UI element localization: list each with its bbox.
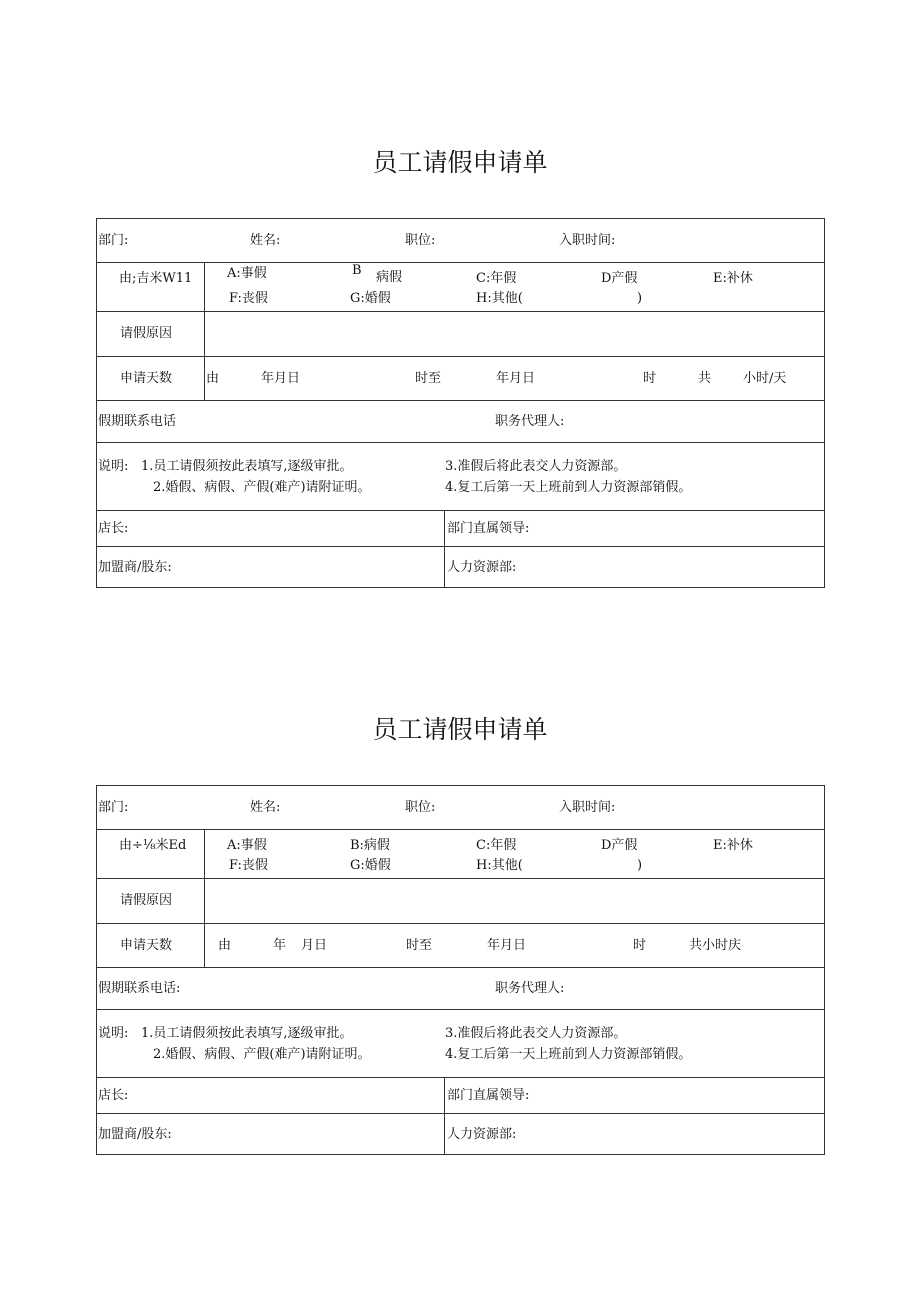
note-2: 2.婚假、病假、产假(难产)请附证明。 (153, 1047, 371, 1062)
notes-row (97, 1010, 824, 1078)
option-d[interactable]: D产假 (601, 271, 638, 286)
phone-label: 假期联系电话 (98, 414, 177, 429)
option-b[interactable]: B:病假 (350, 838, 390, 853)
option-d[interactable]: D产假 (601, 838, 638, 853)
dept-leader-label: 部门直属领导: (447, 521, 530, 536)
leave-form-1 (96, 218, 825, 588)
unit-label: 小时/天 (743, 371, 787, 386)
hour-label: 时 (643, 371, 657, 386)
info-row (97, 786, 824, 830)
option-h-close: ) (637, 858, 643, 873)
notes-intro: 说明: (98, 459, 129, 474)
position-label: 职位: (405, 800, 436, 815)
end-date-label: 年月日 (487, 938, 527, 953)
leave-type-label: 由;吉米W11 (119, 271, 193, 286)
from-label: 由 (218, 938, 232, 953)
leave-type-row (97, 830, 824, 879)
hour-label: 时 (633, 938, 647, 953)
from-label: 由 (206, 371, 220, 386)
dept-label: 部门: (98, 233, 129, 248)
option-b-text[interactable]: 病假 (376, 270, 403, 285)
contact-row (97, 401, 824, 443)
sign-row-2 (97, 1114, 824, 1154)
name-label: 姓名: (250, 800, 281, 815)
dept-leader-label: 部门直属领导: (447, 1088, 530, 1103)
option-b[interactable]: B (352, 263, 362, 278)
reason-label: 请假原因 (120, 326, 173, 341)
days-label: 申请天数 (120, 371, 173, 386)
phone-label: 假期联系电话: (98, 981, 181, 996)
reason-label: 请假原因 (120, 893, 173, 908)
days-row (97, 924, 824, 968)
reason-row (97, 879, 824, 924)
total-label: 共 (698, 371, 712, 386)
divider (444, 1078, 445, 1113)
time-to-label: 时至 (415, 371, 442, 386)
divider (444, 547, 445, 587)
note-1: 1.员工请假须按此表填写,逐级审批。 (141, 1026, 353, 1041)
leave-form-2 (96, 785, 825, 1155)
note-1: 1.员工请假须按此表填写,逐级审批。 (141, 459, 353, 474)
name-label: 姓名: (250, 233, 281, 248)
form-title: 员工请假申请单 (372, 715, 548, 744)
option-c[interactable]: C:年假 (476, 838, 517, 853)
hr-label: 人力资源部: (447, 1127, 517, 1142)
contact-row (97, 968, 824, 1010)
divider (204, 263, 205, 311)
divider (444, 1114, 445, 1154)
franchisee-label: 加盟商/股东: (98, 560, 172, 575)
note-3: 3.准假后将此表交人力资源部。 (445, 1026, 627, 1041)
hire-date-label: 入职时间: (559, 233, 616, 248)
divider (444, 511, 445, 546)
position-label: 职位: (405, 233, 436, 248)
start-date-label: 年月日 (261, 371, 301, 386)
option-h-close: ) (637, 291, 643, 306)
note-4: 4.复工后第一天上班前到人力资源部销假。 (445, 480, 692, 495)
notes-row (97, 443, 824, 511)
option-e[interactable]: E:补休 (713, 271, 753, 286)
divider (204, 924, 205, 967)
form-title: 员工请假申请单 (372, 148, 548, 177)
time-to-label: 时至 (406, 938, 433, 953)
option-f[interactable]: F:丧假 (229, 291, 268, 306)
monthday-label: 月日 (301, 938, 328, 953)
reason-row (97, 312, 824, 357)
store-manager-label: 店长: (98, 1088, 129, 1103)
option-h[interactable]: H:其他( (476, 858, 523, 873)
deputy-label: 职务代理人: (495, 414, 565, 429)
divider (204, 879, 205, 923)
deputy-label: 职务代理人: (495, 981, 565, 996)
divider (204, 312, 205, 356)
hr-label: 人力资源部: (447, 560, 517, 575)
days-label: 申请天数 (120, 938, 173, 953)
note-4: 4.复工后第一天上班前到人力资源部销假。 (445, 1047, 692, 1062)
option-h[interactable]: H:其他( (476, 291, 523, 306)
hire-date-label: 入职时间: (559, 800, 616, 815)
option-c[interactable]: C:年假 (476, 271, 517, 286)
notes-intro: 说明: (98, 1026, 129, 1041)
note-3: 3.准假后将此表交人力资源部。 (445, 459, 627, 474)
year-label: 年 (273, 938, 287, 953)
option-e[interactable]: E:补休 (713, 838, 753, 853)
end-date-label: 年月日 (496, 371, 536, 386)
sign-row-2 (97, 547, 824, 587)
info-row (97, 219, 824, 263)
option-a[interactable]: A:事假 (227, 838, 267, 853)
leave-type-row (97, 263, 824, 312)
days-row (97, 357, 824, 401)
option-a[interactable]: A:事假 (227, 266, 267, 281)
franchisee-label: 加盟商/股东: (98, 1127, 172, 1142)
dept-label: 部门: (98, 800, 129, 815)
option-g[interactable]: G:婚假 (350, 858, 391, 873)
leave-type-label: 由÷⅛米Ed (119, 838, 187, 853)
store-manager-label: 店长: (98, 521, 129, 536)
option-g[interactable]: G:婚假 (350, 291, 391, 306)
sign-row-1 (97, 1078, 824, 1114)
total-unit-label: 共小时庆 (689, 938, 742, 953)
option-f[interactable]: F:丧假 (229, 858, 268, 873)
divider (204, 357, 205, 400)
note-2: 2.婚假、病假、产假(难产)请附证明。 (153, 480, 371, 495)
sign-row-1 (97, 511, 824, 547)
divider (204, 830, 205, 878)
